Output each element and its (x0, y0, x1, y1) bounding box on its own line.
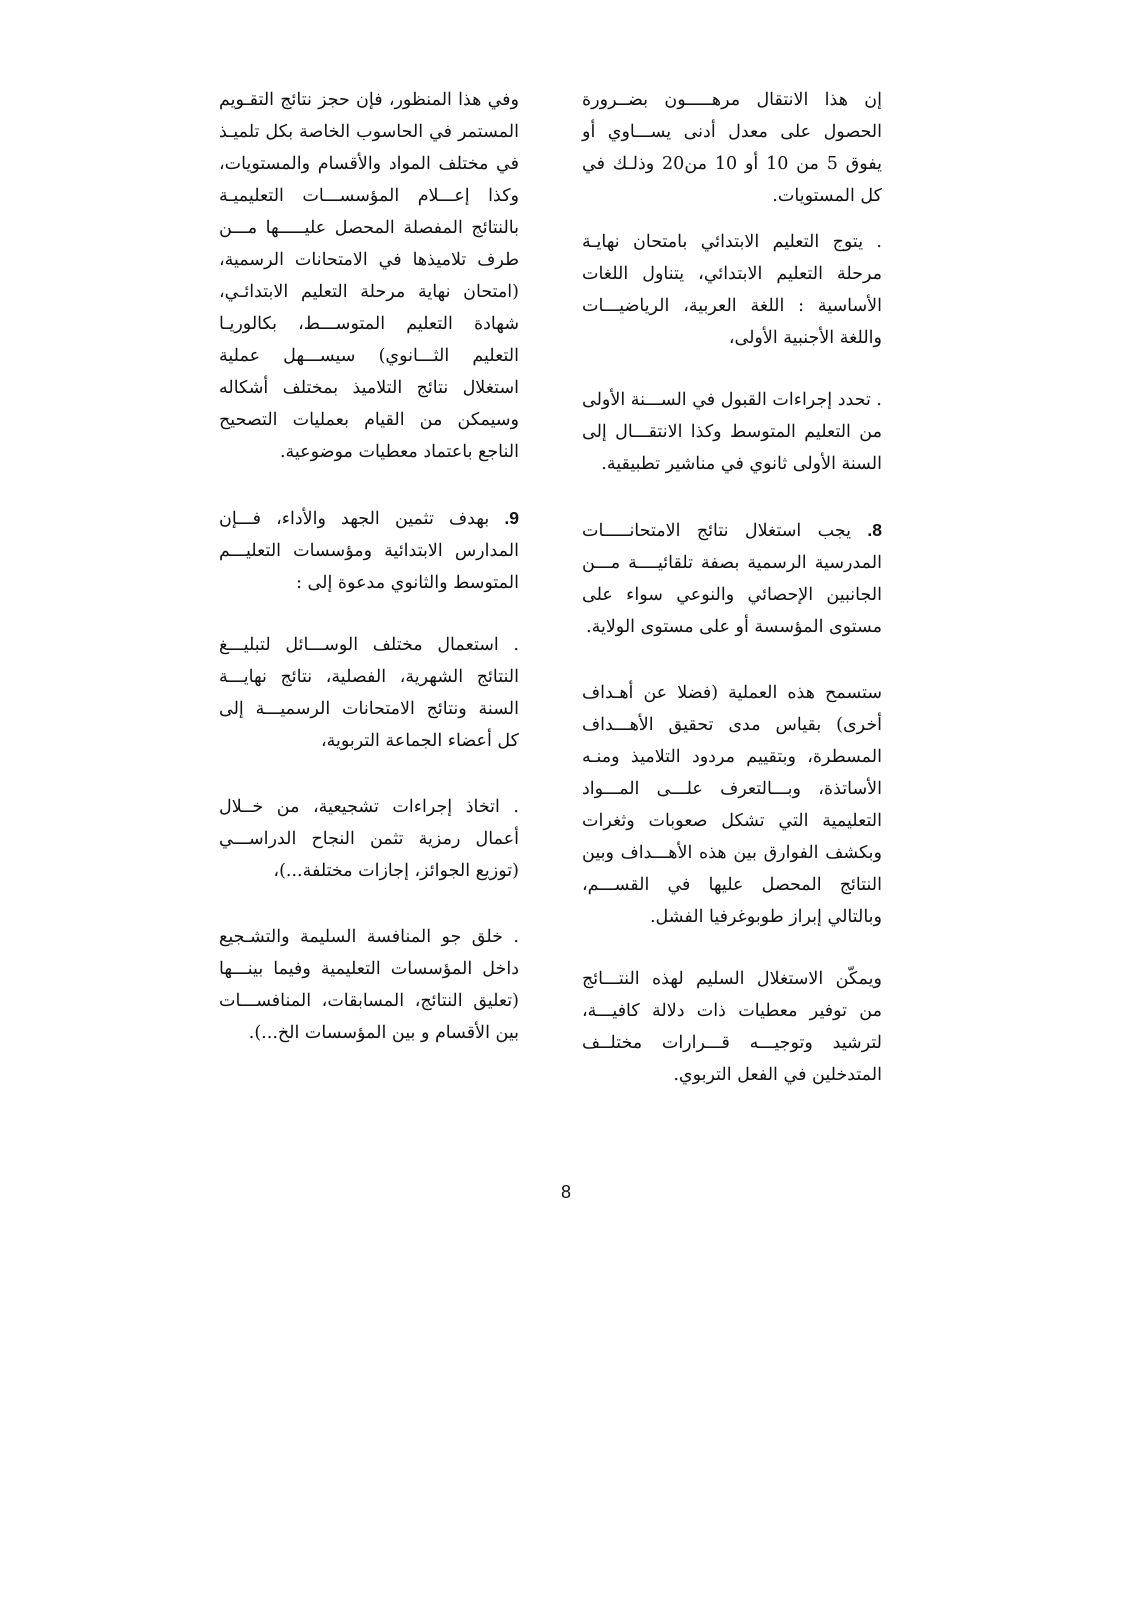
paragraph-admission-procedures: . تحدد إجراءات القبول في الســـنة الأولى من التعليم المتوسط وكذا الانتقـــال إلى السنة الأولى ثانوي في مناشير تطبيقية. (582, 390, 882, 474)
paragraph-primary-exam: . يتوج التعليم الابتدائي بامتحان نهايـة مرحلة التعليم الابتدائي، يتناول اللغات الأساسية : اللغة العربية، الرياضيـــات واللغة الأجنبية الأولى، (582, 232, 882, 348)
paragraph-transition-condition: إن هذا الانتقال مرهـــــون بضــرورة الحصول على معدل أدنى يســـاوي أو يفوق 5 من 10 أو 10 من20 وذلـك في كل المستويات. (582, 90, 883, 206)
paragraph-incentive-measures: . اتخاذ إجراءات تشجيعية، من خــلال أعمال رمزية تثمن النجاح الدراســـي (توزيع الجوائز، إجازات مختلفة...)، (219, 797, 519, 881)
paragraph-sound-exploitation: ويمكّن الاستغلال السليم لهذه النتـــائج من توفير معطيات ذات دلالة كافيـــة، لترشيد وتوجيـــه قـــرارات مختلــف المتدخلين في الفعل التربوي. (582, 969, 882, 1085)
paragraph-operation-benefits: ستسمح هذه العملية (فضلا عن أهـداف أخرى) بقياس مدى تحقيق الأهـــداف المسطرة، وبتقييم مردود التلاميذ ومنـه الأساتذة، وبـــالتعرف علـــى المـــواد التعليمية التي تشكل صعوبات وثغرات وبكشف الفوارق بين هذه الأهـــداف وبين النتائج المحصل عليها في القســـم، وبالتالي إبراز طوبوغرفيا الفشل. (582, 683, 882, 927)
left-text-column (219, 84, 519, 1049)
paragraph-communicate-results: . استعمال مختلف الوســـائل لتبليـــغ النتائج الشهرية، الفصلية، نتائج نهايـــة السنة ونتائج الامتحانات الرسميـــة إلى كل أعضاء الجماعة التربوية، (219, 635, 519, 751)
paragraph-section-9 (219, 502, 519, 599)
page-number: 8 (560, 1182, 571, 1202)
paragraph-continuous-assessment: وفي هذا المنظور، فإن حجز نتائج التقـويم المستمر في الحاسوب الخاصة بكل تلميـذ في مختلف المواد والأقسام والمستويات، وكذا إعـــلام المؤسســـات التعليميـة بالنتائج المفصلة المحصل عليـــــها مـــن طرف تلاميذها في الامتحانات الرسمية، (امتحان نهاية مرحلة التعليم الابتدائـي، شهادة التعليم المتوســـط، بكالوريـا التعليم الثـــانوي) سيســـهل عملية استغلال نتائج التلاميذ بمختلف أشكاله وسيمكن من القيام بعمليات التصحيح الناجع باعتماد معطيات موضوعية. (219, 90, 519, 462)
paragraph-healthy-competition: . خلق جو المنافسة السليمة والتشـجيع داخل المؤسسات التعليمية وفيما بينـــها (تعليق النتائج، المسابقات، المنافســـات بين الأقسام و بين المؤسسات الخ...). (219, 927, 519, 1043)
section-9-text: بهدف تثمين الجهد والأداء، فـــإن المدارس الابتدائية ومؤسسات التعليـــم المتوسط والثانوي مدعوة إلى : (219, 509, 519, 593)
section-8-text: يجب استغلال نتائج الامتحانـــــات المدرسية الرسمية بصفة تلقائيــــة مـــن الجانبين الإحصائي والنوعي سواء على مستوى المؤسسة أو على مستوى الولاية. (582, 521, 882, 637)
right-text-column (582, 84, 882, 1091)
section-number-8: 8. (867, 520, 882, 540)
section-number-9: 9. (504, 508, 519, 528)
paragraph-section-8 (582, 514, 882, 643)
